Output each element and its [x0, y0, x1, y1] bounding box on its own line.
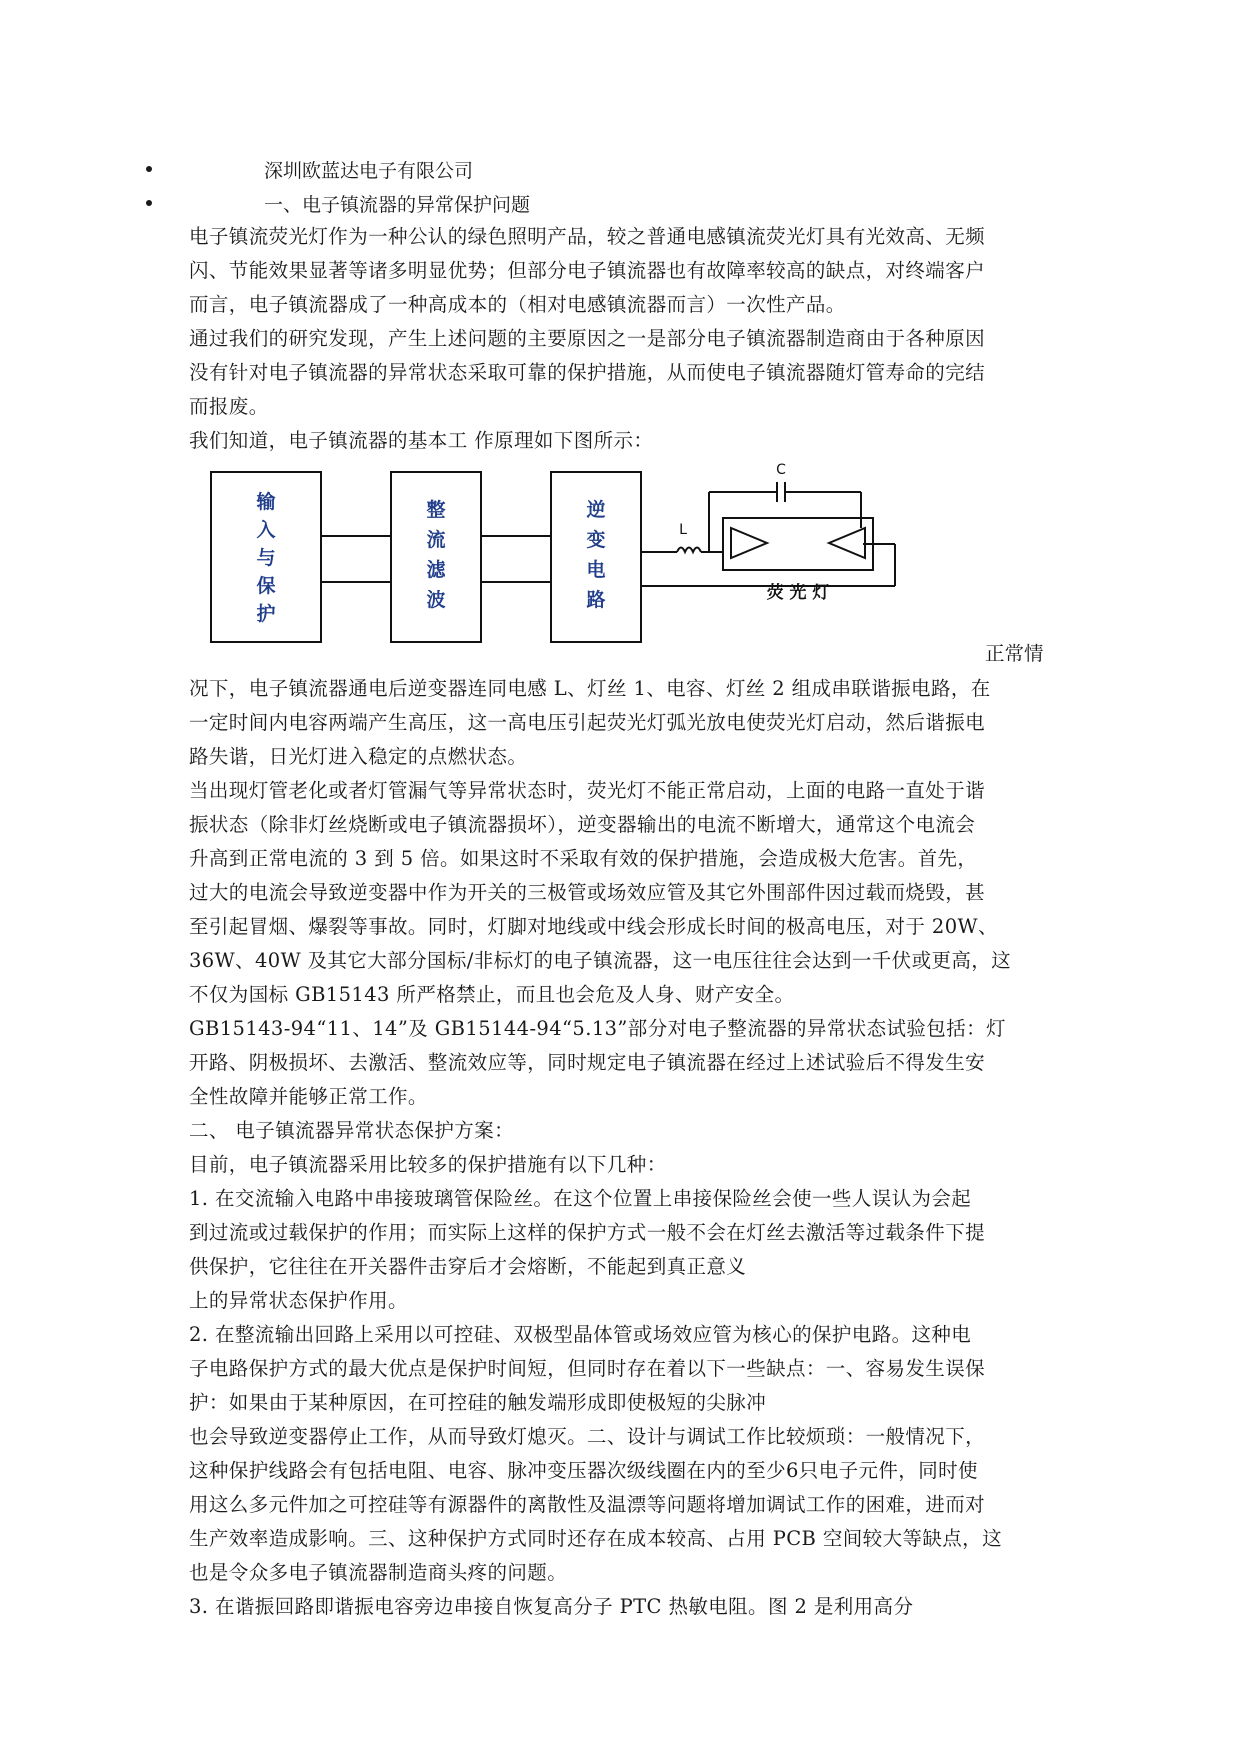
standard-paragraph: [189, 1012, 1059, 1114]
rectifier-block-char: 整: [426, 499, 446, 521]
item-3-paragraph: [189, 1590, 1059, 1624]
text-line: 路失谐，日光灯进入稳定的点燃状态。: [189, 745, 528, 768]
inductor-l: [677, 548, 701, 553]
intro-paragraph-2: [189, 322, 1059, 424]
rectifier-block-char: 波: [426, 589, 446, 611]
bullet-icon: [146, 166, 152, 172]
item-1-paragraph: [189, 1182, 1059, 1318]
input-block-char: 护: [256, 603, 276, 625]
text-line: 升高到正常电流的 3 到 5 倍。如果这时不采取有效的保护措施，会造成极大危害。首先，: [189, 847, 978, 870]
rectifier-block-char: 流: [426, 529, 446, 551]
text-line: 生产效率造成影响。三、这种保护方式同时还存在成本较高、占用 PCB 空间较大等缺点，这: [189, 1527, 1002, 1550]
section1-line: [0, 186, 1241, 220]
text-line: 3. 在谐振回路即谐振电容旁边串接自恢复高分子 PTC 热敏电阻。图 2 是利用高分: [189, 1595, 914, 1618]
text-line: 这种保护线路会有包括电阻、电容、脉冲变压器次级线圈在内的至少6只电子元件，同时使: [189, 1459, 978, 1482]
intro-paragraph-3: [189, 424, 1059, 458]
text-line: 过大的电流会导致逆变器中作为开关的三极管或场效应管及其它外围部件因过载而烧毁，甚: [189, 881, 986, 904]
lamp-label: 荧 光 灯: [766, 583, 830, 603]
fluorescent-lamp: [723, 518, 873, 570]
inverter-block-char: 逆: [586, 499, 606, 521]
protection-intro-paragraph: [189, 1148, 1059, 1182]
filament-2: [829, 528, 865, 558]
text-line: 到过流或过载保护的作用；而实际上这样的保护方式一般不会在灯丝去激活等过载条件下提: [189, 1221, 986, 1244]
text-line: 也是令众多电子镇流器制造商头疼的问题。: [189, 1561, 568, 1584]
text-line: GB15143-94“11、14”及 GB15144-94“5.13”部分对电子整流器的异常状态试验包括：灯: [189, 1017, 1006, 1040]
text-line: 当出现灯管老化或者灯管漏气等异常状态时，荧光灯不能正常启动，上面的电路一直处于谐: [189, 779, 986, 802]
abnormal-state-paragraph: [189, 774, 1059, 1012]
capacitor-label: C: [776, 462, 786, 478]
inverter-block-char: 电: [586, 559, 606, 581]
intro-paragraph-1: [189, 220, 1059, 322]
text-line: 电子镇流荧光灯作为一种公认的绿色照明产品，较之普通电感镇流荧光灯具有光效高、无频: [189, 225, 986, 248]
text-line: 护：如果由于某种原因，在可控硅的触发端形成即使极短的尖脉冲: [189, 1391, 767, 1414]
section1-title: 一、电子镇流器的异常保护问题: [264, 194, 531, 216]
text-line: 没有针对电子镇流器的异常状态采取可靠的保护措施，从而使电子镇流器随灯管寿命的完结: [189, 361, 986, 384]
text-line: 不仅为国标 GB15143 所严格禁止，而且也会危及人身、财产安全。: [189, 983, 795, 1006]
inverter-block: [551, 472, 641, 642]
side-continuation-text: 正常情: [985, 642, 1044, 665]
rectifier-block-char: 滤: [426, 559, 446, 581]
text-line: 一定时间内电容两端产生高压，这一高电压引起荧光灯弧光放电使荧光灯启动，然后谐振电: [189, 711, 986, 734]
text-line: 而报废。: [189, 395, 269, 418]
input-block-char: 输: [256, 491, 276, 513]
text-line: 1. 在交流输入电路中串接玻璃管保险丝。在这个位置上串接保险丝会使一些人误认为会起: [189, 1187, 972, 1210]
text-line: 况下，电子镇流器通电后逆变器连同电感 L、灯丝 1、电容、灯丝 2 组成串联谐振电路，在: [189, 677, 991, 700]
text-line: 而言，电子镇流器成了一种高成本的（相对电感镇流器而言）一次性产品。: [189, 293, 846, 316]
text-line: 上的异常状态保护作用。: [189, 1289, 408, 1312]
text-line: 2. 在整流输出回路上采用以可控硅、双极型晶体管或场效应管为核心的保护电路。这种电: [189, 1323, 972, 1346]
item-2-paragraph: [189, 1318, 1059, 1590]
text-line: 目前，电子镇流器采用比较多的保护措施有以下几种：: [189, 1153, 667, 1176]
normal-operation-paragraph: [189, 672, 1059, 774]
text-line: 供保护，它往往在开关器件击穿后才会熔断，不能起到真正意义: [189, 1255, 747, 1278]
text-line: 我们知道，电子镇流器的基本工 作原理如下图所示：: [189, 429, 654, 452]
text-line: 闪、节能效果显著等诸多明显优势；但部分电子镇流器也有故障率较高的缺点，对终端客户: [189, 259, 986, 282]
ballast-block-diagram: [205, 458, 975, 658]
section2-title: [189, 1114, 1059, 1148]
inductor-label: L: [679, 522, 687, 538]
inverter-block-char: 变: [586, 529, 606, 551]
company-line: [0, 152, 1241, 186]
text-line: 至引起冒烟、爆裂等事故。同时，灯脚对地线或中线会形成长时间的极高电压，对于 20W、: [189, 915, 998, 938]
text-line: 通过我们的研究发现，产生上述问题的主要原因之一是部分电子镇流器制造商由于各种原因: [189, 327, 986, 350]
text-line: 36W、40W 及其它大部分国标/非标灯的电子镇流器，这一电压往往会达到一千伏或更高，这: [189, 949, 1012, 972]
filament-1: [731, 528, 767, 558]
text-line: 二、 电子镇流器异常状态保护方案：: [189, 1119, 514, 1142]
text-line: 全性故障并能够正常工作。: [189, 1085, 428, 1108]
text-line: 振状态（除非灯丝烧断或电子镇流器损坏），逆变器输出的电流不断增大，通常这个电流会: [189, 813, 976, 836]
text-line: 子电路保护方式的最大优点是保护时间短，但同时存在着以下一些缺点：一、容易发生误保: [189, 1357, 986, 1380]
rectifier-filter-block: [391, 472, 481, 642]
inverter-block-char: 路: [586, 589, 606, 611]
text-line: 用这么多元件加之可控硅等有源器件的离散性及温漂等问题将增加调试工作的困难，进而对: [189, 1493, 986, 1516]
input-block-char: 保: [256, 575, 276, 597]
text-line: 开路、阴极损坏、去激活、整流效应等，同时规定电子镇流器在经过上述试验后不得发生安: [189, 1051, 986, 1074]
input-block-char: 与: [256, 547, 276, 569]
company-name: 深圳欧蓝达电子有限公司: [264, 160, 474, 182]
bullet-icon: [146, 200, 152, 206]
text-line: 也会导致逆变器停止工作，从而导致灯熄灭。二、设计与调试工作比较烦琐：一般情况下，: [189, 1425, 986, 1448]
input-block-char: 入: [256, 519, 276, 541]
